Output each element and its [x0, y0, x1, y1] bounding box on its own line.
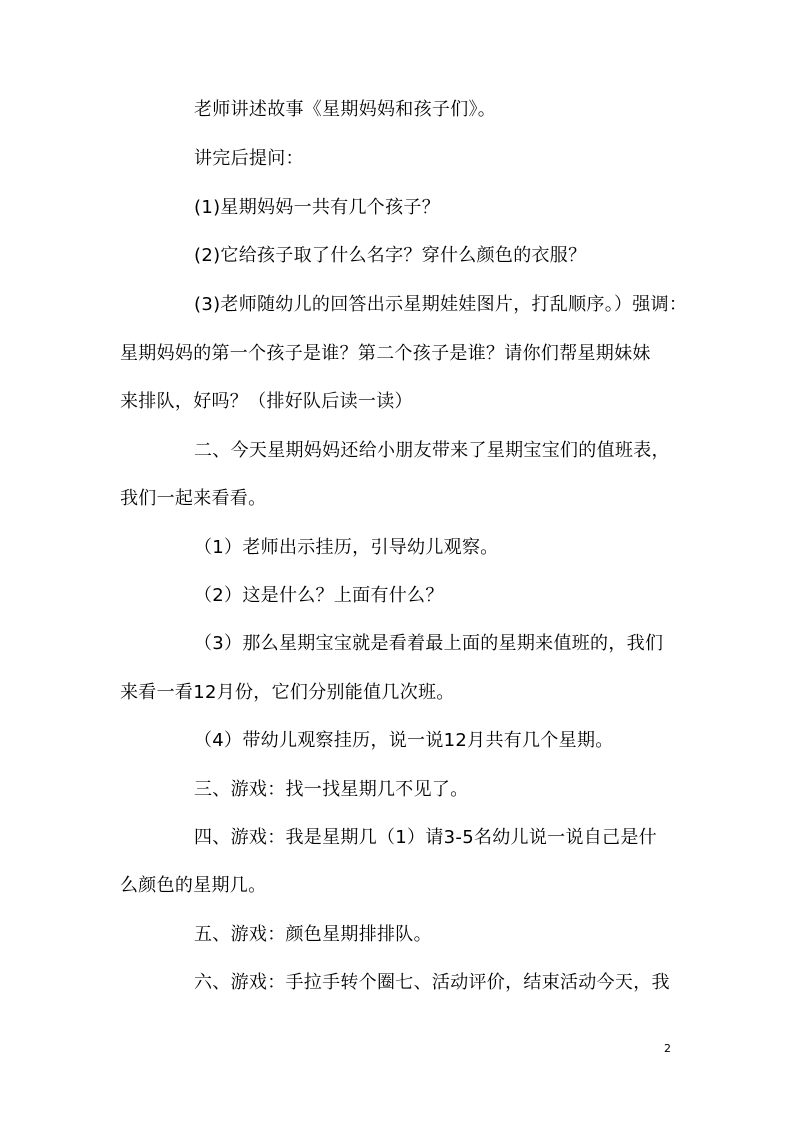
section-2-continuation-line: 我们一起来看看。 [120, 488, 267, 509]
page-number: 2 [664, 1042, 671, 1055]
section-6-line: 六、游戏：手拉手转个圈七、活动评价，结束活动今天，我 [194, 972, 670, 993]
step-4-line: （4）带幼儿观察挂历，说一说12月共有几个星期。 [194, 730, 614, 751]
step-1-line: （1）老师出示挂历，引导幼儿观察。 [194, 537, 499, 558]
question-1-line: (1)星期妈妈一共有几个孩子？ [194, 197, 440, 218]
question-3-continuation-line: 星期妈妈的第一个孩子是谁？第二个孩子是谁？请你们帮星期妹妹 [120, 343, 651, 364]
step-3-continuation-line: 来看一看12月份，它们分别能值几次班。 [120, 682, 455, 703]
step-3-line: （3）那么星期宝宝就是看着最上面的星期来值班的，我们 [194, 633, 664, 654]
section-5-line: 五、游戏：颜色星期排排队。 [194, 924, 432, 945]
question-3-line: (3)老师随幼儿的回答出示星期娃娃图片，打乱顺序。）强调： [194, 294, 688, 315]
section-2-line: 二、今天星期妈妈还给小朋友带来了星期宝宝们的值班表， [194, 440, 670, 461]
section-4-line: 四、游戏：我是星期几（1）请3-5名幼儿说一说自己是什 [194, 827, 657, 848]
question-3-end-line: 来排队，好吗？（排好队后读一读） [120, 391, 413, 412]
story-intro-line: 老师讲述故事《星期妈妈和孩子们》。 [194, 99, 497, 120]
section-3-line: 三、游戏：找一找星期几不见了。 [194, 779, 469, 800]
step-2-line: （2）这是什么？上面有什么？ [194, 585, 444, 606]
question-2-line: (2)它给孩子取了什么名字？穿什么颜色的衣服？ [194, 245, 587, 266]
section-4-continuation-line: 么颜色的星期几。 [120, 875, 267, 896]
question-heading-line: 讲完后提问： [194, 148, 304, 169]
